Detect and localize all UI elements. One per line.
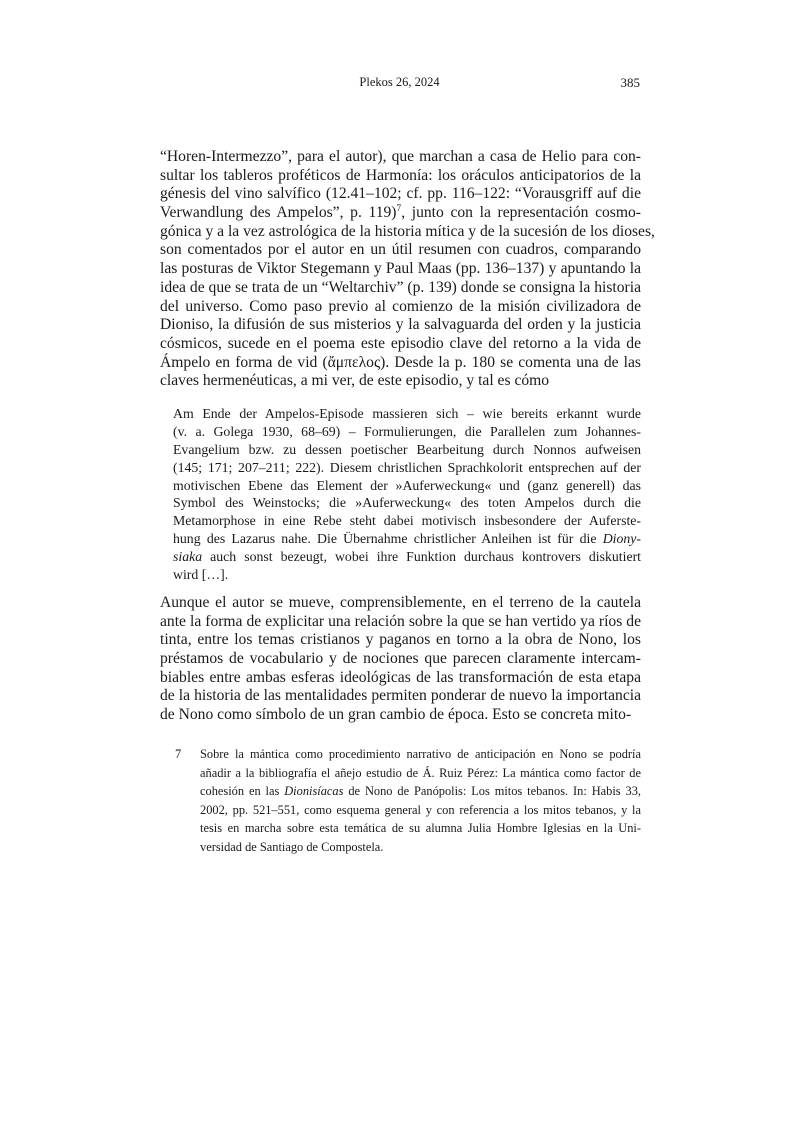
text-run[interactable]: Symbol des Weinstocks; die »Auferweckung« des toten Ampelos durch die xyxy=(173,495,641,511)
text-run[interactable]: Evangelium bzw. zu dessen poetischer Bearbeitung durch Nonnos aufweisen xyxy=(173,441,641,457)
text-run[interactable]: motivischen Ebene das Element der »Auferweckung« und (ganz generell) das xyxy=(173,477,641,493)
text-line xyxy=(200,745,641,764)
text-run[interactable]: Aunque el autor se mueve, comprensiblemente, en el terreno de la cautela xyxy=(160,594,641,611)
text-run[interactable]: son comentados por el autor en un útil resumen con cuadros, comparando xyxy=(160,241,641,259)
text-line xyxy=(173,548,641,566)
text-line xyxy=(160,594,641,613)
italic-title: Dionisíacas xyxy=(284,784,344,799)
text-line xyxy=(200,782,641,801)
text-run[interactable]: claves hermenéuticas, a mi ver, de este episodio, y tal es cómo xyxy=(160,372,550,390)
text-line xyxy=(173,423,641,441)
italic-title: siaka xyxy=(173,549,203,565)
text-run[interactable]: (145; 171; 207–211; 222). Diesem christlichen Sprachkolorit entsprechen auf der xyxy=(173,459,641,475)
footnote-reference[interactable]: 7 xyxy=(396,203,402,214)
text-run[interactable]: las posturas de Viktor Stegemann y Paul Maas (pp. 136–137) y apuntando la xyxy=(160,260,641,278)
text-line xyxy=(200,819,641,838)
body-paragraph-1 xyxy=(160,148,655,391)
text-run[interactable]: ante la forma de explicitar una relación sobre la que se han vertido ya ríos de xyxy=(160,612,641,630)
text-run[interactable]: préstamos de vocabulario y de nociones que parecen claramente intercam- xyxy=(160,650,641,668)
block-quote xyxy=(173,405,641,584)
page-number: 385 xyxy=(620,75,640,90)
text-line xyxy=(160,613,641,632)
text-line xyxy=(160,148,641,167)
text-line xyxy=(160,706,641,725)
text-line xyxy=(173,459,641,477)
text-line xyxy=(160,222,655,242)
body-paragraph-2 xyxy=(160,594,641,725)
text-line xyxy=(200,801,641,820)
text-run[interactable]: tesis en marcha sobre esta temática de su alumna Julia Hombre Iglesias en la Uni- xyxy=(200,821,641,836)
text-line xyxy=(200,764,641,783)
text-run[interactable]: añadir a la bibliografía el añejo estudio de Á. Ruiz Pérez: La mántica como factor de xyxy=(200,765,641,780)
text-line xyxy=(160,241,641,260)
text-line xyxy=(160,687,641,706)
text-run[interactable]: “Horen-Intermezzo”, para el autor), que marchan a casa de Helio para con- xyxy=(160,148,641,165)
text-line xyxy=(160,354,641,373)
text-line xyxy=(173,512,641,530)
running-header: Plekos 26, 2024 xyxy=(359,75,440,89)
text-line xyxy=(160,298,641,317)
text-line xyxy=(160,316,641,335)
text-line xyxy=(200,838,641,857)
footnote-text xyxy=(200,745,641,857)
text-run[interactable]: gónica y a la vez astrológica de la historia mítica y de la sucesión de los dioses, xyxy=(160,222,655,240)
text-line xyxy=(160,185,641,204)
text-run[interactable]: Verwandlung des Ampelos”, p. 119) xyxy=(160,204,397,222)
text-run[interactable]: cohesión en las xyxy=(200,784,285,799)
text-line xyxy=(160,372,641,391)
text-run[interactable]: de Nono como símbolo de un gran cambio de época. Esto se concreta mito- xyxy=(160,706,632,724)
text-run[interactable]: (v. a. Golega 1930, 68–69) – Formulierungen, die Parallelen zum Johannes- xyxy=(173,423,641,439)
text-line xyxy=(160,204,641,223)
text-line xyxy=(160,167,641,186)
text-run[interactable]: , junto con la representación cosmo- xyxy=(401,204,641,222)
text-line xyxy=(160,260,641,279)
text-line xyxy=(173,530,641,548)
text-run[interactable]: Dioniso, la difusión de sus misterios y la salvaguarda del orden y la justicia xyxy=(160,316,641,334)
text-line xyxy=(160,669,641,688)
text-run[interactable]: Sobre la mántica como procedimiento narrativo de anticipación en Nono se podría xyxy=(200,747,641,761)
text-line xyxy=(160,631,641,650)
text-line xyxy=(173,494,641,512)
text-run[interactable]: tinta, entre los temas cristianos y paganos en torno a la obra de Nono, los xyxy=(160,631,641,649)
text-run[interactable]: de Nono de Panópolis: Los mitos tebanos. In: Habis 33, xyxy=(343,784,641,799)
text-run[interactable]: idea de que se trata de un “Weltarchiv” (p. 139) donde se consigna la historia xyxy=(160,278,641,296)
text-run[interactable]: Am Ende der Ampelos-Episode massieren sich – wie bereits erkannt wurde xyxy=(173,406,641,421)
text-line xyxy=(160,650,641,669)
text-run[interactable]: hung des Lazarus nahe. Die Übernahme christlicher Anleihen ist für die xyxy=(173,531,603,547)
text-line xyxy=(160,279,641,298)
text-run[interactable]: génesis del vino salvífico (12.41–102; cf. pp. 116–122: “Vorausgriff auf die xyxy=(160,185,641,203)
text-run[interactable]: versidad de Santiago de Compostela. xyxy=(200,839,384,854)
text-run[interactable]: biables entre ambas esferas ideológicas de las transformación de esta etapa xyxy=(160,668,641,686)
text-line xyxy=(160,335,641,354)
text-run[interactable]: del universo. Como paso previo al comienzo de la misión civilizadora de xyxy=(160,297,641,315)
italic-title: Diony- xyxy=(602,531,641,547)
text-line xyxy=(173,477,641,495)
text-run[interactable]: cósmicos, sucede en el poema este episodio clave del retorno a la vida de xyxy=(160,334,641,352)
text-run[interactable]: auch sonst bezeugt, wobei ihre Funktion durchaus kontrovers diskutiert xyxy=(202,549,641,565)
text-line xyxy=(173,566,641,584)
text-run[interactable]: Metamorphose in eine Rebe steht dabei motivisch insbesondere der Auferste- xyxy=(173,513,641,529)
text-run[interactable]: wird […]. xyxy=(173,567,229,583)
text-line xyxy=(173,441,641,459)
footnote-number: 7 xyxy=(175,747,182,761)
text-run[interactable]: sultar los tableros proféticos de Harmonía: los oráculos anticipatorios de la xyxy=(160,166,641,184)
text-run[interactable]: Ámpelo en forma de vid (ἄμπελος). Desde la p. 180 se comenta una de las xyxy=(160,353,641,371)
text-run[interactable]: de la historia de las mentalidades permiten ponderar de nuevo la importancia xyxy=(160,687,641,705)
text-run[interactable]: 2002, pp. 521–551, como esquema general y con referencia a los mitos tebanos, y la xyxy=(200,802,641,817)
text-line xyxy=(173,405,641,423)
